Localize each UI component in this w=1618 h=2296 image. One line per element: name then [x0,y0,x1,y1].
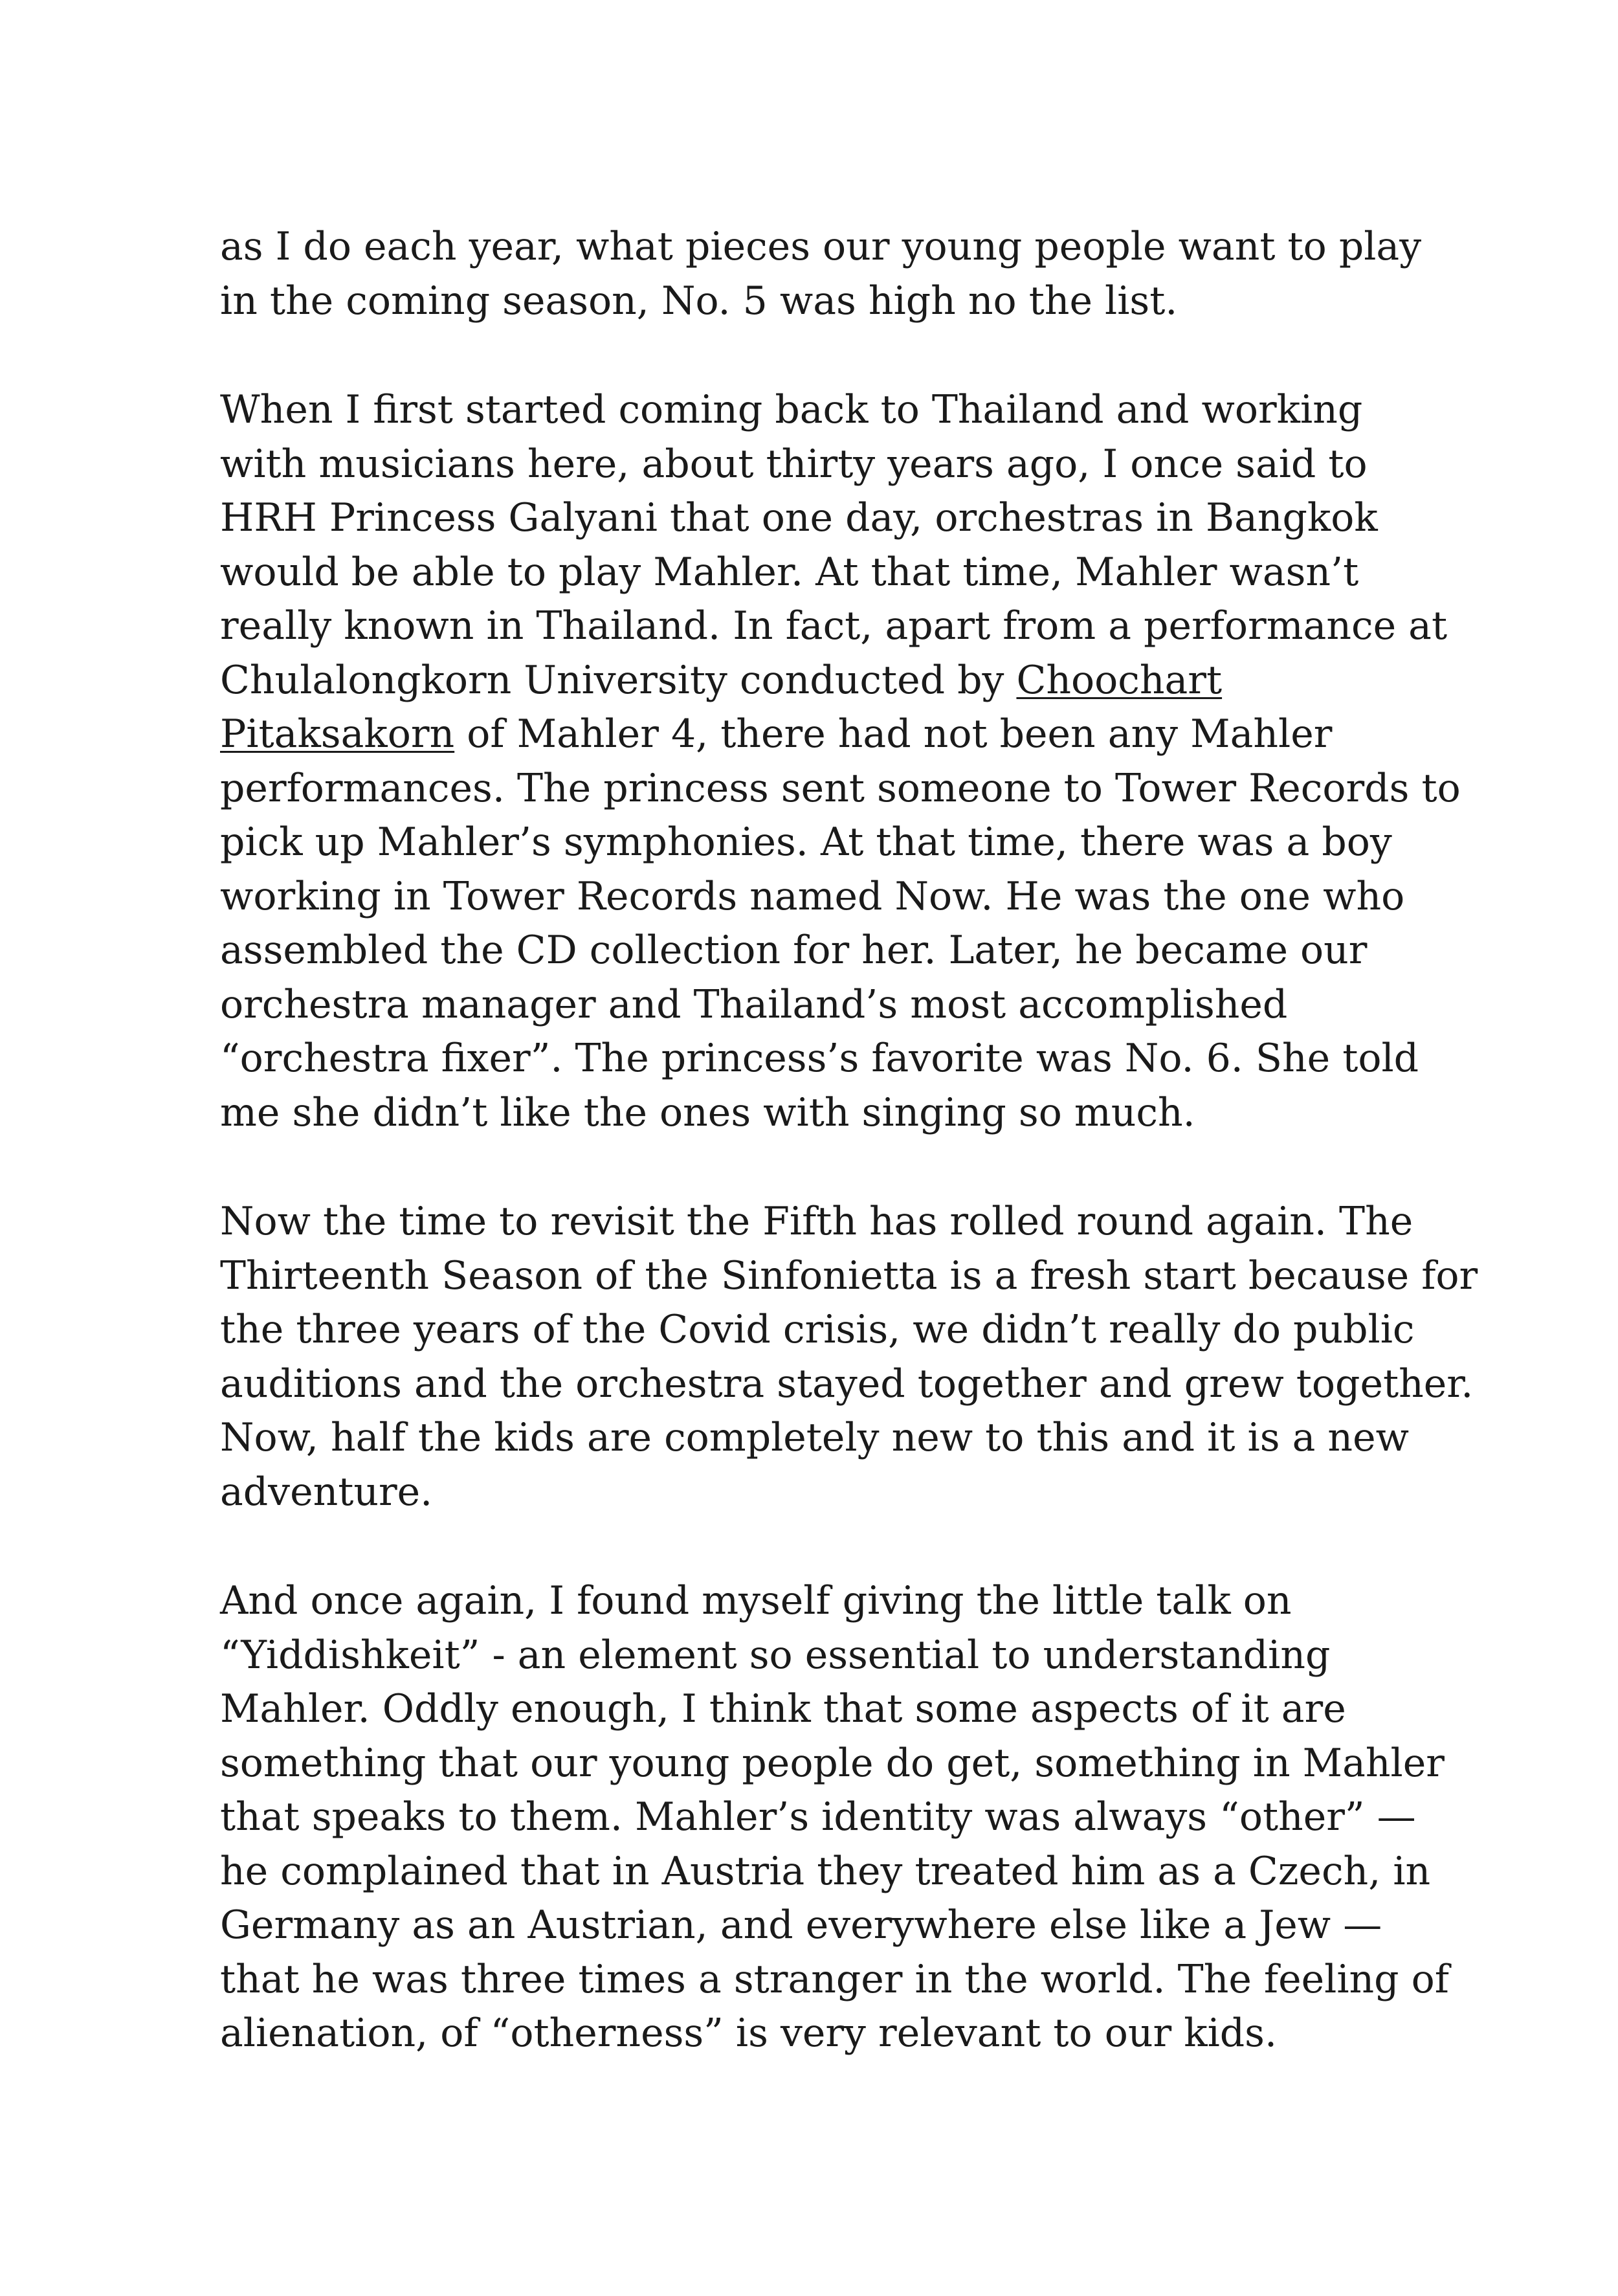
text-line-with-link [220,708,1417,762]
body-text [220,220,1478,2116]
text-line: pick up Mahler’s symphonies. At that time, there was a boy [220,819,1392,865]
text-line: that he was three times a stranger in the world. The feeling of [220,1956,1449,2002]
text-line: alienation, of “otherness” is very relevant to our kids. [220,2011,1278,2056]
pitaksakorn-link[interactable]: Pitaksakorn [220,711,455,757]
text-line: performances. The princess sent someone to Tower Records to [220,765,1461,811]
text-line: assembled the CD collection for her. Later, he became our [220,928,1368,973]
choochart-link[interactable]: Choochart [1016,657,1223,703]
text-segment: of Mahler 4, there had not been any Mahler [454,711,1333,757]
paragraph-3 [220,1195,1478,1519]
text-line: the three years of the Covid crisis, we didn’t really do public [220,1307,1415,1352]
text-line: “Yiddishkeit” - an element so essential to understanding [220,1632,1331,1678]
paragraph-4 [220,1574,1449,2061]
text-line: with musicians here, about thirty years ago, I once said to [220,441,1368,487]
text-line-with-link [220,654,1417,708]
text-line: HRH Princess Galyani that one day, orchestras in Bangkok [220,495,1378,541]
text-line: really known in Thailand. In fact, apart from a performance at [220,603,1448,649]
text-line: he complained that in Austria they treated him as a Czech, in [220,1848,1431,1894]
text-line: working in Tower Records named Now. He was the one who [220,873,1405,919]
text-line: would be able to play Mahler. At that time, Mahler wasn’t [220,549,1359,595]
text-line: that speaks to them. Mahler’s identity was always “other” — [220,1794,1416,1840]
text-line: auditions and the orchestra stayed together and grew together. [220,1361,1474,1407]
text-line: When I first started coming back to Thailand and working [220,387,1363,432]
text-segment: Chulalongkorn University conducted by [220,657,1017,703]
text-line: orchestra manager and Thailand’s most accomplished [220,981,1288,1027]
paragraph-1 [220,220,1422,328]
text-line: adventure. [220,1469,433,1515]
paragraph-2 [220,383,1461,1140]
text-line: in the coming season, No. 5 was high no the list. [220,278,1178,324]
text-line: me she didn’t like the ones with singing so much. [220,1089,1195,1135]
text-line: Now, half the kids are completely new to this and it is a new [220,1415,1409,1460]
text-line: as I do each year, what pieces our young people want to play [220,224,1422,269]
text-line: “orchestra fixer”. The princess’s favorite was No. 6. She told [220,1036,1419,1081]
text-line: Now the time to revisit the Fifth has rolled round again. The [220,1199,1413,1244]
text-line: something that our young people do get, something in Mahler [220,1740,1445,1786]
text-line: Mahler. Oddly enough, I think that some aspects of it are [220,1686,1346,1732]
text-line: And once again, I found myself giving the little talk on [220,1578,1292,1623]
text-line: Germany as an Austrian, and everywhere else like a Jew — [220,1902,1382,1948]
text-line: Thirteenth Season of the Sinfonietta is a fresh start because for [220,1253,1478,1298]
